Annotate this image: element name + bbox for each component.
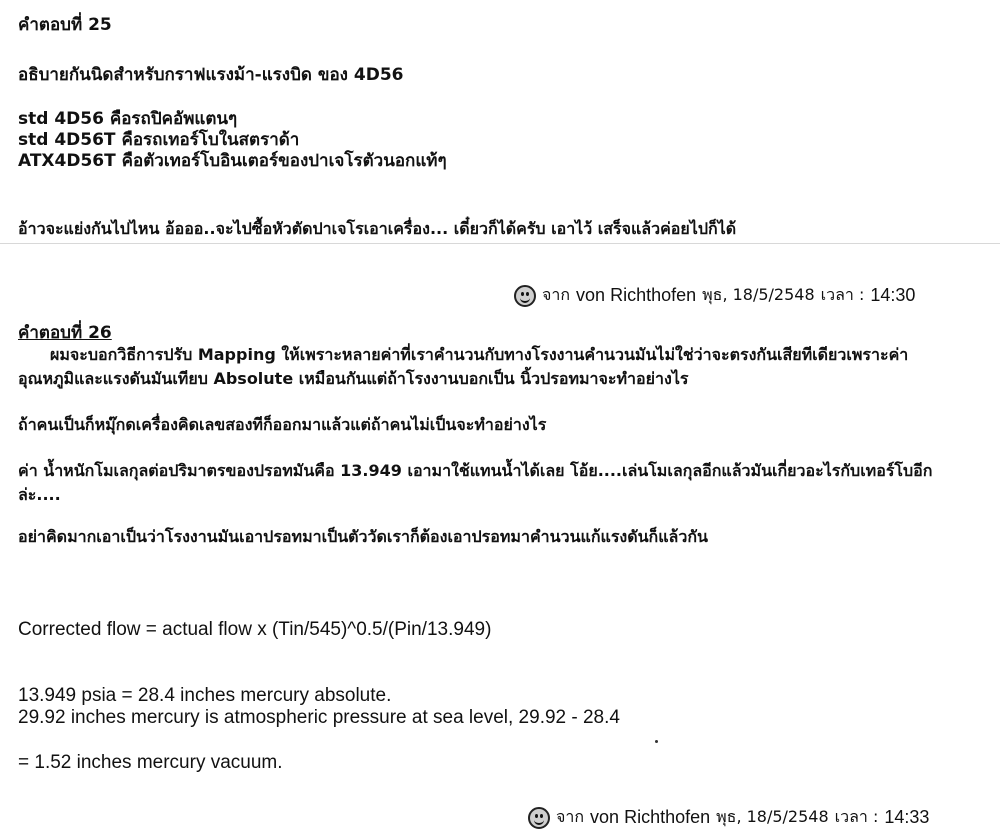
- smiley-icon: [528, 807, 550, 829]
- post26-signature: [528, 805, 929, 830]
- post25-line-1: std 4D56 คือรถปิคอัพแตนๆ: [18, 109, 238, 129]
- post26-heading: คำตอบที่ 26: [18, 323, 112, 343]
- signature-time: 14:30: [870, 285, 916, 305]
- signature-from: จาก: [542, 285, 571, 304]
- post26-para1-line2: อุณหภูมิและแรงดันมันเทียบ Absolute เหมือนกันแต่ถ้าโรงงานบอกเป็น นิ้วปรอทมาจะทำอย่างไร: [18, 369, 689, 388]
- post25-title: อธิบายกันนิดสำหรับกราฟแรงม้า-แรงบิด ของ 4D56: [18, 65, 404, 85]
- post25-signature: [514, 283, 915, 308]
- post26-para4: อย่าคิดมากเอาเป็นว่าโรงงานมันเอาปรอทมาเป็นตัววัดเราก็ต้องเอาปรอทมาคำนวนแก้แรงดันก็แล้วกัน: [18, 527, 708, 546]
- signature-time-label: เวลา :: [834, 807, 879, 826]
- post25-heading: คำตอบที่ 25: [18, 15, 112, 35]
- signature-from: จาก: [556, 807, 585, 826]
- post25-line-2: std 4D56T คือรถเทอร์โบในสตราด้า: [18, 130, 300, 150]
- signature-date: พุธ, 18/5/2548: [716, 807, 829, 826]
- smiley-icon: [514, 285, 536, 307]
- post26-para3-line2: ล่ะ....: [18, 485, 61, 504]
- post25-line-3: ATX4D56T คือตัวเทอร์โบอินเตอร์ของปาเจโรตัวนอกแท้ๆ: [18, 151, 447, 171]
- post25-closing: อ้าวจะแย่งกันไปไหน อ้อออ..จะไปซื้อหัวตัดปาเจโรเอาเครื่อง... เดี๋ยวก็ได้ครับ เอาไว้ เสร็จแล้วค่อยไปก็ได้: [18, 219, 737, 238]
- speck: [655, 740, 658, 743]
- post26-calc-3: = 1.52 inches mercury vacuum.: [18, 752, 283, 773]
- signature-time-label: เวลา :: [820, 285, 865, 304]
- signature-author: von Richthofen: [576, 285, 697, 305]
- post26-formula: Corrected flow = actual flow x (Tin/545)^0.5/(Pin/13.949): [18, 619, 492, 640]
- divider: [0, 243, 1000, 244]
- post26-calc-2: 29.92 inches mercury is atmospheric pressure at sea level, 29.92 - 28.4: [18, 707, 620, 728]
- post26-para3-line1: ค่า น้ำหนักโมเลกุลต่อปริมาตรของปรอทมันคือ 13.949 เอามาใช้แทนน้ำได้เลย โอ้ย....เล่นโมเลกุลอีกแล้วมันเกี่ยวอะไรกับเทอร์โบอีก: [18, 461, 933, 480]
- post26-para1-line1: ผมจะบอกวิธีการปรับ Mapping ให้เพราะหลายค่าที่เราคำนวนกับทางโรงงานคำนวนมันไม่ใช่ว่าจะตรงกันเสียทีเดียวเพราะค่า: [50, 345, 909, 364]
- signature-author: von Richthofen: [590, 807, 711, 827]
- post26-calc-1: 13.949 psia = 28.4 inches mercury absolute.: [18, 685, 392, 706]
- signature-date: พุธ, 18/5/2548: [702, 285, 815, 304]
- post26-para2: ถ้าคนเป็นก็หมุ๊กดเครื่องคิดเลขสองทีก็ออกมาแล้วแต่ถ้าคนไม่เป็นจะทำอย่างไร: [18, 415, 547, 434]
- signature-time: 14:33: [884, 807, 930, 827]
